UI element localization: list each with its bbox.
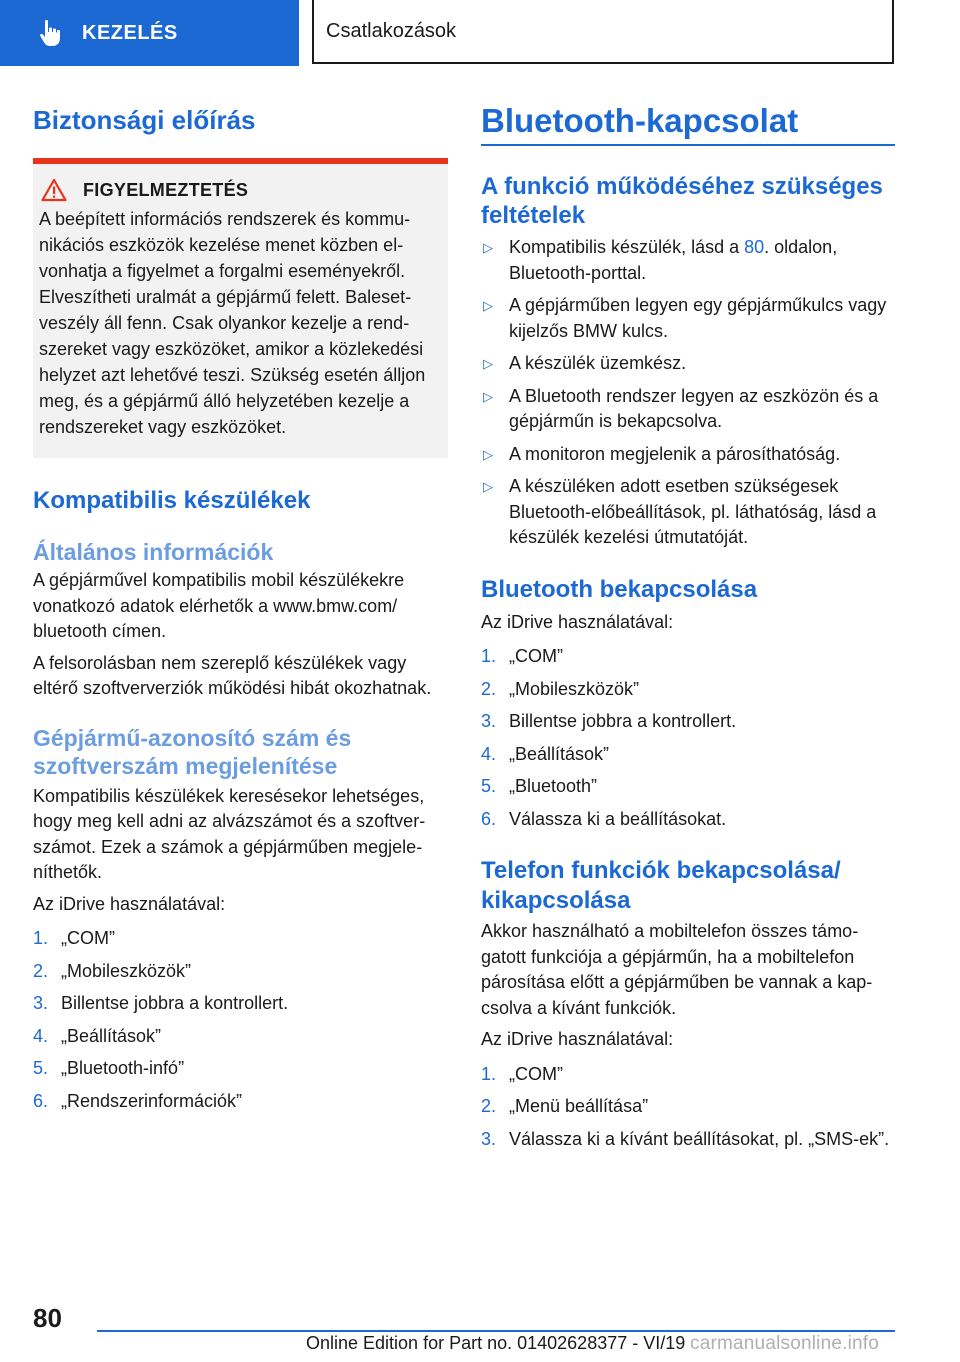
list-item: 3. Válassza ki a kívánt beállításokat, pl. „SMS-ek”. xyxy=(481,1128,890,1149)
left-column xyxy=(33,96,448,1121)
triangle-bullet-icon: ▷ xyxy=(483,298,493,313)
prereq-list xyxy=(481,235,895,551)
vin-p2: Az iDrive használatával: xyxy=(33,893,226,914)
list-item: 1. „COM” xyxy=(33,928,115,948)
vin-title: Gépjármű-azonosító szám és szoftverszám megjelenítése xyxy=(33,724,352,779)
list-item: 2. „Menü beállítása” xyxy=(481,1096,649,1116)
triangle-bullet-icon: ▷ xyxy=(483,388,493,404)
section-tab[interactable] xyxy=(0,0,299,66)
list-item: ▷ A gépjárműben legyen egy gépjárműkulcs vagy kijelzős BMW kulcs. xyxy=(481,293,895,344)
phone-functions-title: Telefon funkciók bekapcsolása/ kikapcsolása xyxy=(481,857,841,914)
list-item: ▷ A készüléken adott esetben szükségesek Bluetooth-előbeállítások, pl. láthatóság, lásd a készülék kezelési útmutatóját. xyxy=(481,474,895,551)
list-item: 4. „Beállítások” xyxy=(33,1025,162,1046)
right-column xyxy=(481,96,895,1159)
phone-functions-p1: Akkor használható a mobiltelefon összes támogatott funkciója a gépjárműn, ha a mobiltelefon párosítása előtt a gépjárműben be vannak a kapcsolva a kívánt funkciók. xyxy=(481,921,873,1018)
page-number: 80 xyxy=(33,1303,62,1333)
list-item: 2. „Mobileszközök” xyxy=(481,678,640,699)
list-item: ▷ A készülék üzemkész. xyxy=(481,351,895,377)
warning-triangle-icon xyxy=(41,178,67,202)
prereq-title: A funkció működéséhez szükséges feltételek xyxy=(481,173,883,229)
phone-functions-p2: Az iDrive használatával: xyxy=(481,1029,674,1049)
list-item: 6. „Rendszerinformációk” xyxy=(33,1090,243,1111)
page-header xyxy=(0,0,960,66)
list-item: 6. Válassza ki a beállításokat. xyxy=(481,808,727,829)
list-item: 2. „Mobileszközök” xyxy=(33,960,192,981)
watermark: carmanualsonline.info xyxy=(690,1333,880,1354)
list-item: 5. „Bluetooth” xyxy=(481,776,598,796)
general-info-p2: A felsorolásban nem szereplő készülékek vagy eltérő szoftververziók működési hibát okozhatnak. xyxy=(33,652,432,698)
list-item: 4. „Beállítások” xyxy=(481,743,610,764)
bt-connection-title: Bluetooth-kapcsolat xyxy=(481,102,799,139)
hand-pointer-icon xyxy=(36,18,66,48)
triangle-bullet-icon: ▷ xyxy=(483,240,493,255)
compat-title: Kompatibilis készülékek xyxy=(33,487,311,514)
list-item: 1. „COM” xyxy=(481,646,563,666)
vin-p1: Kompatibilis készülékek keresésekor lehetséges, hogy meg kell adni az alvázszámot és a szoftverszámot. Ezek a számok a gépjárműben megjeleníthetők. xyxy=(33,785,426,882)
list-item: ▷ A monitoron megjelenik a párosíthatóság. xyxy=(481,442,895,468)
warning-header xyxy=(39,178,442,202)
list-item: 1. „COM” xyxy=(481,1063,563,1084)
list-item: 3. Billentse jobbra a kontrollert. xyxy=(33,993,289,1013)
section-label: KEZELÉS xyxy=(82,21,178,44)
bt-on-title: Bluetooth bekapcsolása xyxy=(481,575,758,603)
list-item: ▷ Kompatibilis készülék, lásd a 80. oldalon, Bluetooth-porttal. xyxy=(481,235,895,286)
triangle-bullet-icon: ▷ xyxy=(483,446,493,462)
general-info-p1: A gépjárművel kompatibilis mobil készülékekre vonatkozó adatok elérhetők a www.bmw.com/ bluetooth címen. xyxy=(33,570,405,641)
list-item: ▷ A Bluetooth rendszer legyen az eszközön és a gépjárműn is bekapcsolva. xyxy=(481,384,895,435)
footer-rule xyxy=(97,1330,895,1332)
page-link[interactable]: 80 xyxy=(744,237,765,257)
edition-text: Online Edition for Part no. 01402628377 - VI/19 xyxy=(306,1333,686,1353)
chapter-title: Csatlakozások xyxy=(312,0,894,64)
title-rule xyxy=(481,144,895,146)
general-info-title: Általános információk xyxy=(33,539,274,565)
safety-title: Biztonsági előírás xyxy=(33,105,256,135)
list-item: 3. Billentse jobbra a kontrollert. xyxy=(481,711,737,731)
bt-on-steps xyxy=(481,644,895,832)
warning-title: FIGYELMEZTETÉS xyxy=(83,179,249,200)
vin-steps xyxy=(33,926,448,1114)
warning-text: A beépített információs rendszerek és kommunikációs eszközök kezelése menet közben elvonhatja a figyelmet a forgalmi eseményekről. Elveszítheti uralmát a gépjármű felett. Balesetveszély áll fenn. Csak olyankor kezelje a rendszereket vagy eszközöket, amikor a közlekedési helyzet azt lehetővé teszi. Szükség esetén álljon meg, és a gépjármű álló helyzetében kezelje a rendszereket vagy eszközöket. xyxy=(39,209,426,437)
phone-steps xyxy=(481,1062,895,1153)
triangle-bullet-icon: ▷ xyxy=(483,356,493,371)
list-item: 5. „Bluetooth-infó” xyxy=(33,1058,185,1078)
bt-on-intro: Az iDrive használatával: xyxy=(481,611,674,632)
triangle-bullet-icon: ▷ xyxy=(483,479,493,494)
warning-box xyxy=(33,158,448,458)
